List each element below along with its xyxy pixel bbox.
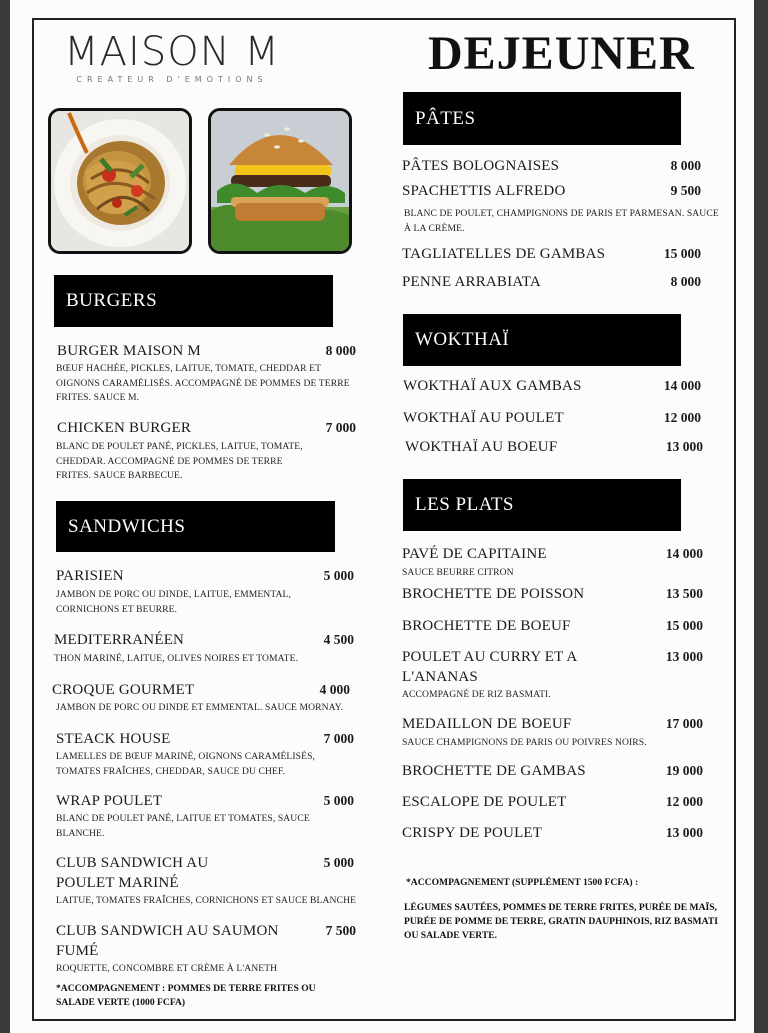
brand-name: MAISON M xyxy=(64,29,280,75)
item-name: CLUB SANDWICH AU POULET MARINÉ xyxy=(56,855,209,891)
item-price: 12 000 xyxy=(665,794,703,809)
item-name: PAVÉ DE CAPITAINE xyxy=(402,546,547,562)
item-price: 13 000 xyxy=(665,825,703,840)
item-desc: BLANC DE POULET PANÉ, PICKLES, LAITUE, TOMATE, CHEDDAR. ACCOMPAGNÉ DE POMMES DE TERRE FRITES. SAUCE BARBECUE. xyxy=(56,441,303,482)
sandwich-side-note: *ACCOMPAGNEMENT : POMMES DE TERRE FRITES OU SALADE VERTE (1000 FCFA) xyxy=(56,983,316,1008)
item-name: PENNE ARRABIATA xyxy=(402,274,541,290)
burgers-header: BURGERS xyxy=(54,275,333,327)
item-desc: LAMELLES DE BŒUF MARINÉ, OIGNONS CARAMÉLISÉS, TOMATES FRAÎCHES, CHEDDAR, SAUCE DU CHEF. xyxy=(56,751,316,777)
item-price: 14 000 xyxy=(665,546,703,561)
item-name: CRISPY DE POULET xyxy=(402,825,543,841)
wokthai-header: WOKTHAÏ xyxy=(403,314,681,366)
item-desc: THON MARINÉ, LAITUE, OLIVES NOIRES ET TOMATE. xyxy=(54,653,299,664)
item-name: BURGER MAISON M xyxy=(57,343,201,359)
item-desc: BLANC DE POULET PANÉ, LAITUE ET TOMATES, SAUCE BLANCHE. xyxy=(56,813,310,839)
item-price: 4 500 xyxy=(323,632,354,647)
item-price: 14 000 xyxy=(663,378,701,393)
item-name: PÂTES BOLOGNAISES xyxy=(402,158,560,174)
item-name: BROCHETTE DE BOEUF xyxy=(402,618,571,634)
pasta-photo xyxy=(48,108,192,254)
item-price: 13 500 xyxy=(665,586,703,601)
item-name: CHICKEN BURGER xyxy=(57,420,192,436)
item-price: 13 000 xyxy=(665,439,703,454)
item-desc: SAUCE CHAMPIGNONS DE PARIS OU POIVRES NOIRS. xyxy=(402,737,647,748)
item-desc: JAMBON DE PORC OU DINDE ET EMMENTAL. SAUCE MORNAY. xyxy=(56,702,344,713)
item-price: 5 000 xyxy=(323,793,354,808)
item-price: 5 000 xyxy=(323,855,354,870)
item-price: 7 500 xyxy=(325,923,356,938)
item-desc: ROQUETTE, CONCOMBRE ET CRÈME À L'ANETH xyxy=(56,963,278,974)
item-name: WOKTHAÏ AU POULET xyxy=(403,410,564,426)
item-desc: ACCOMPAGNÉ DE RIZ BASMATI. xyxy=(402,689,551,700)
item-price: 8 000 xyxy=(670,274,701,289)
item-price: 13 000 xyxy=(665,649,703,664)
item-name: SPACHETTIS ALFREDO xyxy=(402,183,566,199)
item-price: 4 000 xyxy=(319,682,350,697)
item-name: WRAP POULET xyxy=(56,793,163,809)
item-price: 7 000 xyxy=(323,731,354,746)
pates-header: PÂTES xyxy=(403,92,681,145)
item-name: BROCHETTE DE GAMBAS xyxy=(402,763,586,779)
item-price: 17 000 xyxy=(665,716,703,731)
item-name: MEDAILLON DE BOEUF xyxy=(402,716,572,732)
brand-tagline: CREATEUR D'EMOTIONS xyxy=(76,75,268,84)
item-name: STEACK HOUSE xyxy=(56,731,171,747)
item-desc: LAITUE, TOMATES FRAÎCHES, CORNICHONS ET SAUCE BLANCHE xyxy=(56,895,357,906)
item-price: 15 000 xyxy=(665,618,703,633)
menu-title: DEJEUNER xyxy=(428,27,695,80)
brand-logo xyxy=(62,30,282,84)
item-name: ESCALOPE DE POULET xyxy=(402,794,567,810)
item-name: WOKTHAÏ AU BOEUF xyxy=(405,439,558,455)
item-desc: SAUCE BEURRE CITRON xyxy=(402,567,514,578)
item-desc: BLANC DE POULET, CHAMPIGNONS DE PARIS ET PARMESAN. SAUCE À LA CRÈME. xyxy=(404,208,719,234)
item-price: 9 500 xyxy=(670,183,701,198)
item-price: 15 000 xyxy=(663,246,701,261)
item-name: MEDITERRANÉEN xyxy=(54,632,185,648)
item-name: TAGLIATELLES DE GAMBAS xyxy=(402,246,606,262)
item-desc: JAMBON DE PORC OU DINDE, LAITUE, EMMENTAL, CORNICHONS ET BEURRE. xyxy=(56,589,292,615)
burger-photo xyxy=(208,108,352,254)
item-price: 8 000 xyxy=(670,158,701,173)
item-price: 19 000 xyxy=(665,763,703,778)
item-name: WOKTHAÏ AUX GAMBAS xyxy=(403,378,582,394)
item-name: CLUB SANDWICH AU SAUMON FUMÉ xyxy=(56,923,279,959)
item-name: PARISIEN xyxy=(56,568,124,584)
plats-side-note-title: *ACCOMPAGNEMENT (SUPPLÉMENT 1500 FCFA) : xyxy=(406,877,639,888)
plats-header: LES PLATS xyxy=(403,479,681,531)
item-price: 5 000 xyxy=(323,568,354,583)
item-name: POULET AU CURRY ET A L'ANANAS xyxy=(402,649,577,685)
item-name: BROCHETTE DE POISSON xyxy=(402,586,585,602)
sandwichs-header: SANDWICHS xyxy=(56,501,335,552)
item-desc: BŒUF HACHÉE, PICKLES, LAITUE, TOMATE, CHEDDAR ET OIGNONS CARAMÉLISÉS. ACCOMPAGNÉ DE POMMES DE TERRE FRITES. SAUCE M. xyxy=(56,363,350,404)
plats-side-note-body: LÉGUMES SAUTÉES, POMMES DE TERRE FRITES, PURÉE DE MAÏS, PURÉE DE POMME DE TERRE, GRATIN DAUPHINOIS, RIZ BASMATI OU SALADE VERTE. xyxy=(404,902,718,941)
item-name: CROQUE GOURMET xyxy=(52,682,195,698)
item-price: 7 000 xyxy=(325,420,356,435)
item-price: 12 000 xyxy=(663,410,701,425)
item-price: 8 000 xyxy=(325,343,356,358)
